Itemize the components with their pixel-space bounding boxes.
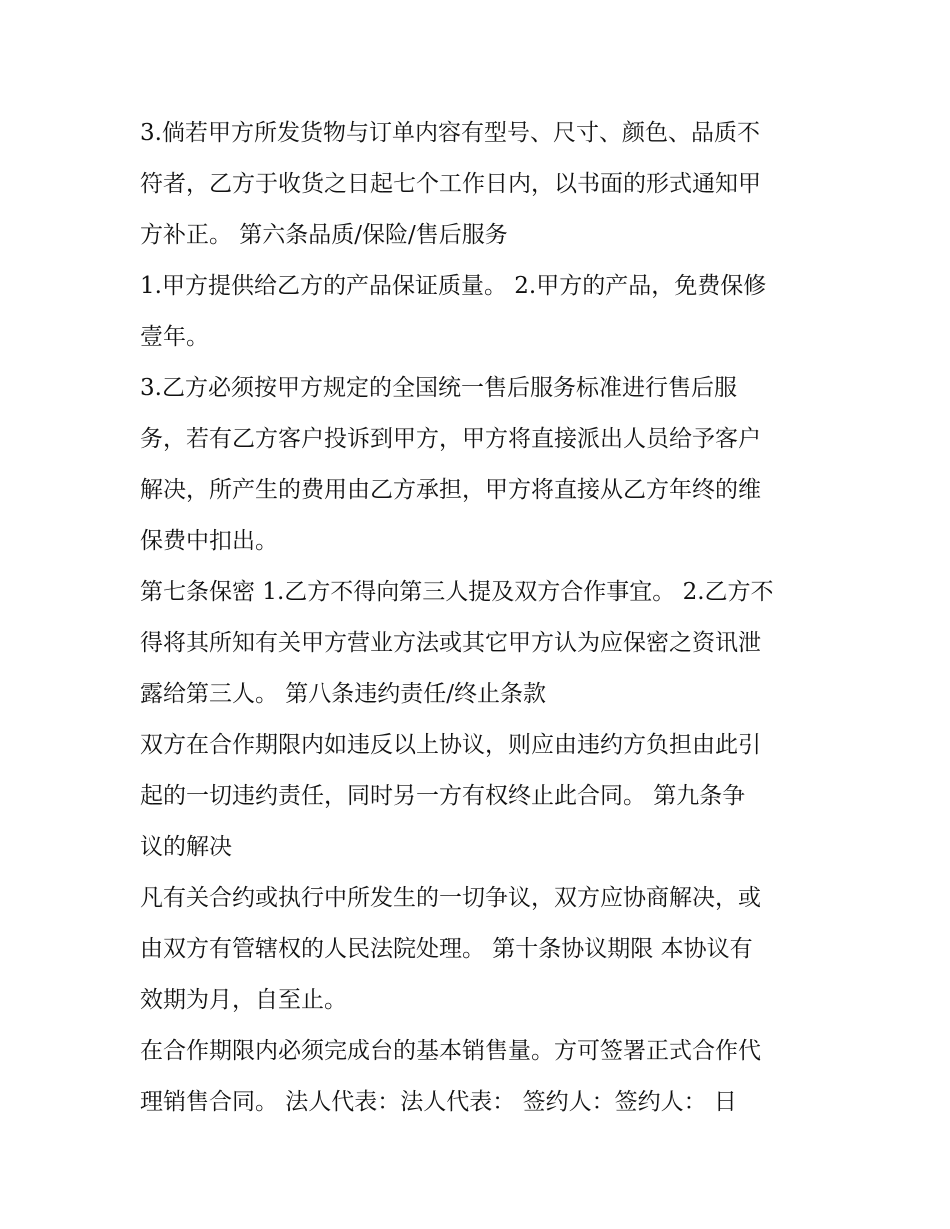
- text-line: 在合作期限内必须完成台的基本销售量。方可签署正式合作代: [140, 1038, 761, 1064]
- text-line: 起的一切违约责任，同时另一方有权终止此合同。 第九条争: [140, 783, 746, 809]
- paragraph-clause9-disputes: [140, 873, 820, 1026]
- text-line: 露给第三人。 第八条违约责任/终止条款: [140, 681, 547, 707]
- paragraph-sales-and-signatures: [140, 1026, 820, 1128]
- text-line: 方补正。 第六条品质/保险/售后服务: [140, 222, 508, 248]
- paragraph-clause6-items1-2: [140, 261, 820, 363]
- text-line: 第七条保密 1.乙方不得向第三人提及双方合作事宜。 2.乙方不: [140, 579, 774, 605]
- text-line: 理销售合同。 法人代表：法人代表： 签约人：签约人： 日: [140, 1089, 737, 1115]
- text-line: 保费中扣出。: [140, 528, 278, 554]
- paragraph-clause6-item3: [140, 363, 820, 567]
- paragraph-clause5-item3: [140, 108, 820, 261]
- text-line: 务，若有乙方客户投诉到甲方，甲方将直接派出人员给予客户: [140, 426, 761, 452]
- text-line: 议的解决: [140, 834, 232, 860]
- document-page: [140, 108, 820, 1128]
- paragraph-clause8-breach: [140, 720, 820, 873]
- paragraph-clause7-confidentiality: [140, 567, 820, 720]
- text-line: 符者，乙方于收货之日起七个工作日内，以书面的形式通知甲: [140, 171, 761, 197]
- text-line: 3.倘若甲方所发货物与订单内容有型号、尺寸、颜色、品质不: [140, 120, 760, 146]
- text-line: 3.乙方必须按甲方规定的全国统一售后服务标准进行售后服: [140, 375, 737, 401]
- text-line: 1.甲方提供给乙方的产品保证质量。 2.甲方的产品，免费保修: [140, 273, 767, 299]
- text-line: 由双方有管辖权的人民法院处理。 第十条协议期限 本协议有: [140, 936, 753, 962]
- text-line: 壹年。: [140, 324, 209, 350]
- text-line: 凡有关合约或执行中所发生的一切争议，双方应协商解决，或: [140, 885, 761, 911]
- text-line: 效期为月，自至止。: [140, 987, 347, 1013]
- text-line: 得将其所知有关甲方营业方法或其它甲方认为应保密之资讯泄: [140, 630, 761, 656]
- text-line: 解决，所产生的费用由乙方承担，甲方将直接从乙方年终的维: [140, 477, 761, 503]
- text-line: 双方在合作期限内如违反以上协议，则应由违约方负担由此引: [140, 732, 761, 758]
